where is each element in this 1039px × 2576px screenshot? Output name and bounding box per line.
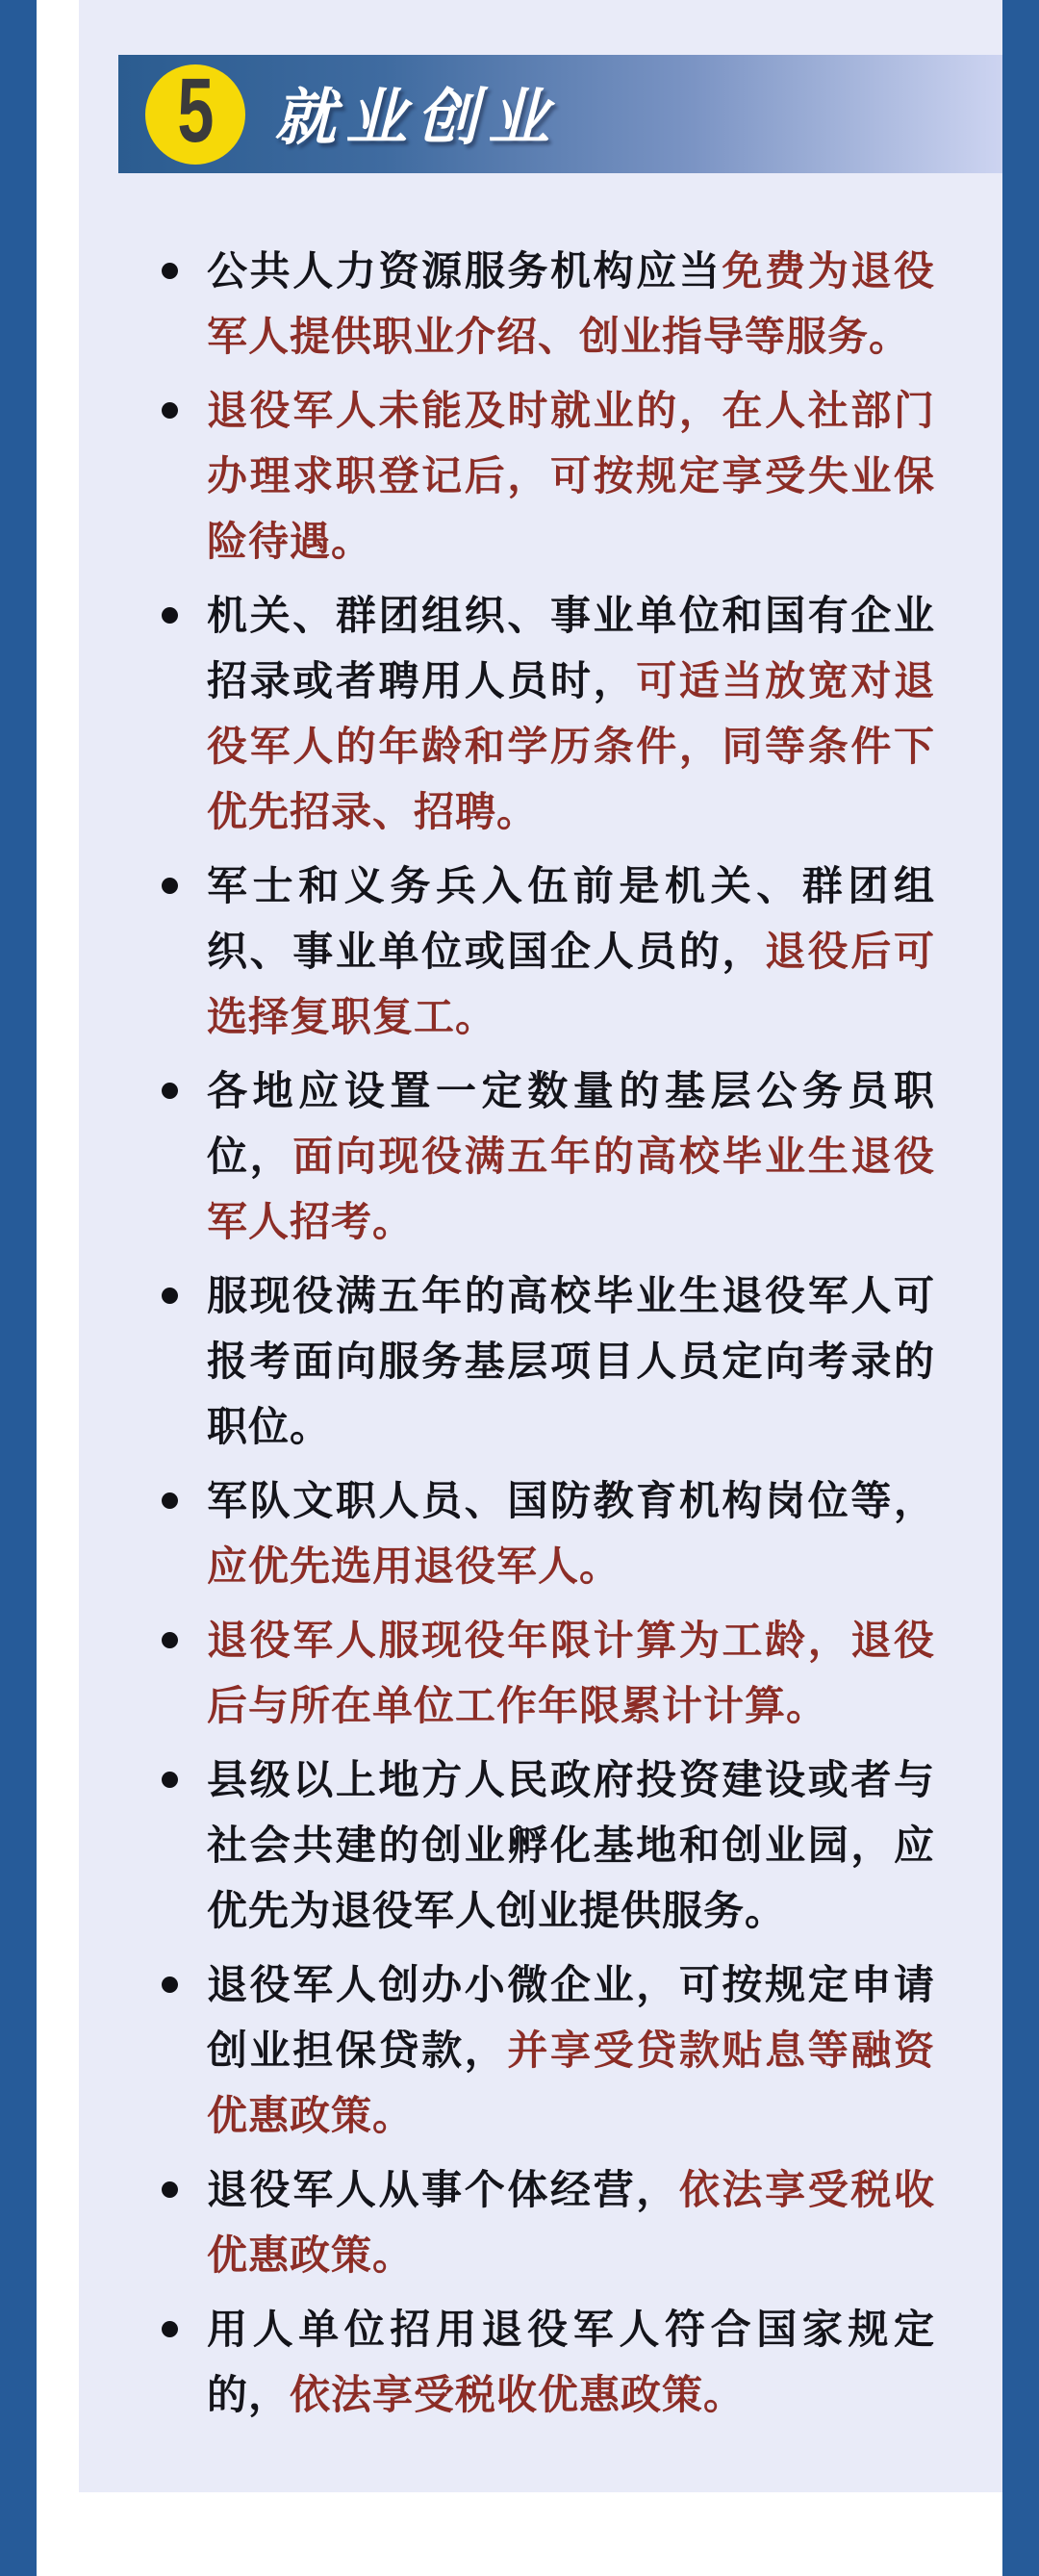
text-segment-normal: 军队文职人员、国防教育机构岗位等， — [207, 1478, 935, 1523]
bullet-dot-icon — [162, 1083, 178, 1099]
right-border-strip — [1002, 0, 1039, 2576]
bullet-dot-icon — [162, 607, 178, 624]
section-number-badge — [145, 60, 245, 165]
text-segment-highlight: 免费为退役军人提供职业介绍、创业指导等服务。 — [207, 248, 935, 359]
benefit-text — [207, 2167, 935, 2278]
benefit-text — [207, 1478, 935, 1589]
benefit-text — [207, 1962, 935, 2138]
benefit-item — [207, 1952, 935, 2149]
text-segment-normal: 公共人力资源服务机构应当 — [207, 248, 722, 293]
text-segment-normal: 机关、群团组织、事业单位和国有企业招录或者聘用人员时， — [207, 593, 935, 703]
benefit-list-container — [79, 173, 1002, 2436]
benefit-list — [207, 239, 935, 2428]
benefit-text — [207, 248, 935, 359]
text-segment-normal: 退役军人从事个体经营， — [207, 2167, 679, 2212]
benefit-item — [207, 854, 935, 1050]
bullet-dot-icon — [162, 878, 178, 894]
benefit-text — [207, 2307, 935, 2417]
bullet-dot-icon — [162, 1772, 178, 1788]
bullet-dot-icon — [162, 263, 178, 279]
content-card — [79, 0, 1002, 2492]
benefit-item — [207, 1747, 935, 1944]
bullet-dot-icon — [162, 1288, 178, 1304]
text-segment-normal: 退役军人创办小微企业，可按规定申请创业担保贷款， — [207, 1962, 935, 2073]
bullet-dot-icon — [162, 1977, 178, 1993]
text-segment-highlight: 依法享受税收优惠政策。 — [290, 2372, 746, 2417]
text-segment-normal: 各地应设置一定数量的基层公务员职位， — [207, 1068, 935, 1179]
bullet-dot-icon — [162, 2181, 178, 2198]
benefit-text — [207, 388, 935, 564]
section-header — [118, 55, 1002, 173]
benefit-item — [207, 1608, 935, 1739]
benefit-text — [207, 593, 935, 834]
section-number: 5 — [176, 60, 215, 162]
benefit-item — [207, 378, 935, 574]
benefit-item — [207, 2297, 935, 2428]
text-segment-highlight: 退役后可选择复职复工。 — [207, 929, 935, 1039]
benefit-item — [207, 583, 935, 845]
text-segment-highlight: 可适当放宽对退役军人的年龄和学历条件，同等条件下优先招录、招聘。 — [207, 658, 935, 834]
benefit-text — [207, 1068, 935, 1244]
text-segment-highlight: 应优先选用退役军人。 — [207, 1543, 621, 1589]
bullet-dot-icon — [162, 402, 178, 419]
benefit-item — [207, 2157, 935, 2288]
bullet-dot-icon — [162, 1632, 178, 1648]
section-title: 就业创业 — [274, 82, 559, 152]
benefit-text — [207, 863, 935, 1039]
text-segment-highlight: 并享受贷款贴息等融资优惠政策。 — [207, 2028, 935, 2138]
benefit-item — [207, 239, 935, 370]
text-segment-highlight: 依法享受税收优惠政策。 — [207, 2167, 935, 2278]
benefit-text — [207, 1618, 935, 1728]
text-segment-normal: 服现役满五年的高校毕业生退役军人可报考面向服务基层项目人员定向考录的职位。 — [207, 1273, 935, 1449]
left-border-strip — [0, 0, 37, 2576]
bullet-dot-icon — [162, 1492, 178, 1509]
text-segment-highlight: 退役军人未能及时就业的，在人社部门办理求职登记后，可按规定享受失业保险待遇。 — [207, 388, 935, 564]
bullet-dot-icon — [162, 2321, 178, 2337]
benefit-item — [207, 1468, 935, 1599]
benefit-text — [207, 1757, 935, 1933]
benefit-text — [207, 1273, 935, 1449]
text-segment-normal: 用人单位招用退役军人符合国家规定的， — [207, 2307, 935, 2417]
benefit-item — [207, 1263, 935, 1460]
text-segment-normal: 县级以上地方人民政府投资建设或者与社会共建的创业孵化基地和创业园，应优先为退役军人创业提供服务。 — [207, 1757, 935, 1933]
text-segment-normal: 军士和义务兵入伍前是机关、群团组织、事业单位或国企人员的， — [207, 863, 935, 974]
benefit-item — [207, 1058, 935, 1255]
text-segment-highlight: 退役军人服现役年限计算为工龄，退役后与所在单位工作年限累计计算。 — [207, 1618, 935, 1728]
text-segment-highlight: 面向现役满五年的高校毕业生退役军人招考。 — [207, 1134, 935, 1244]
